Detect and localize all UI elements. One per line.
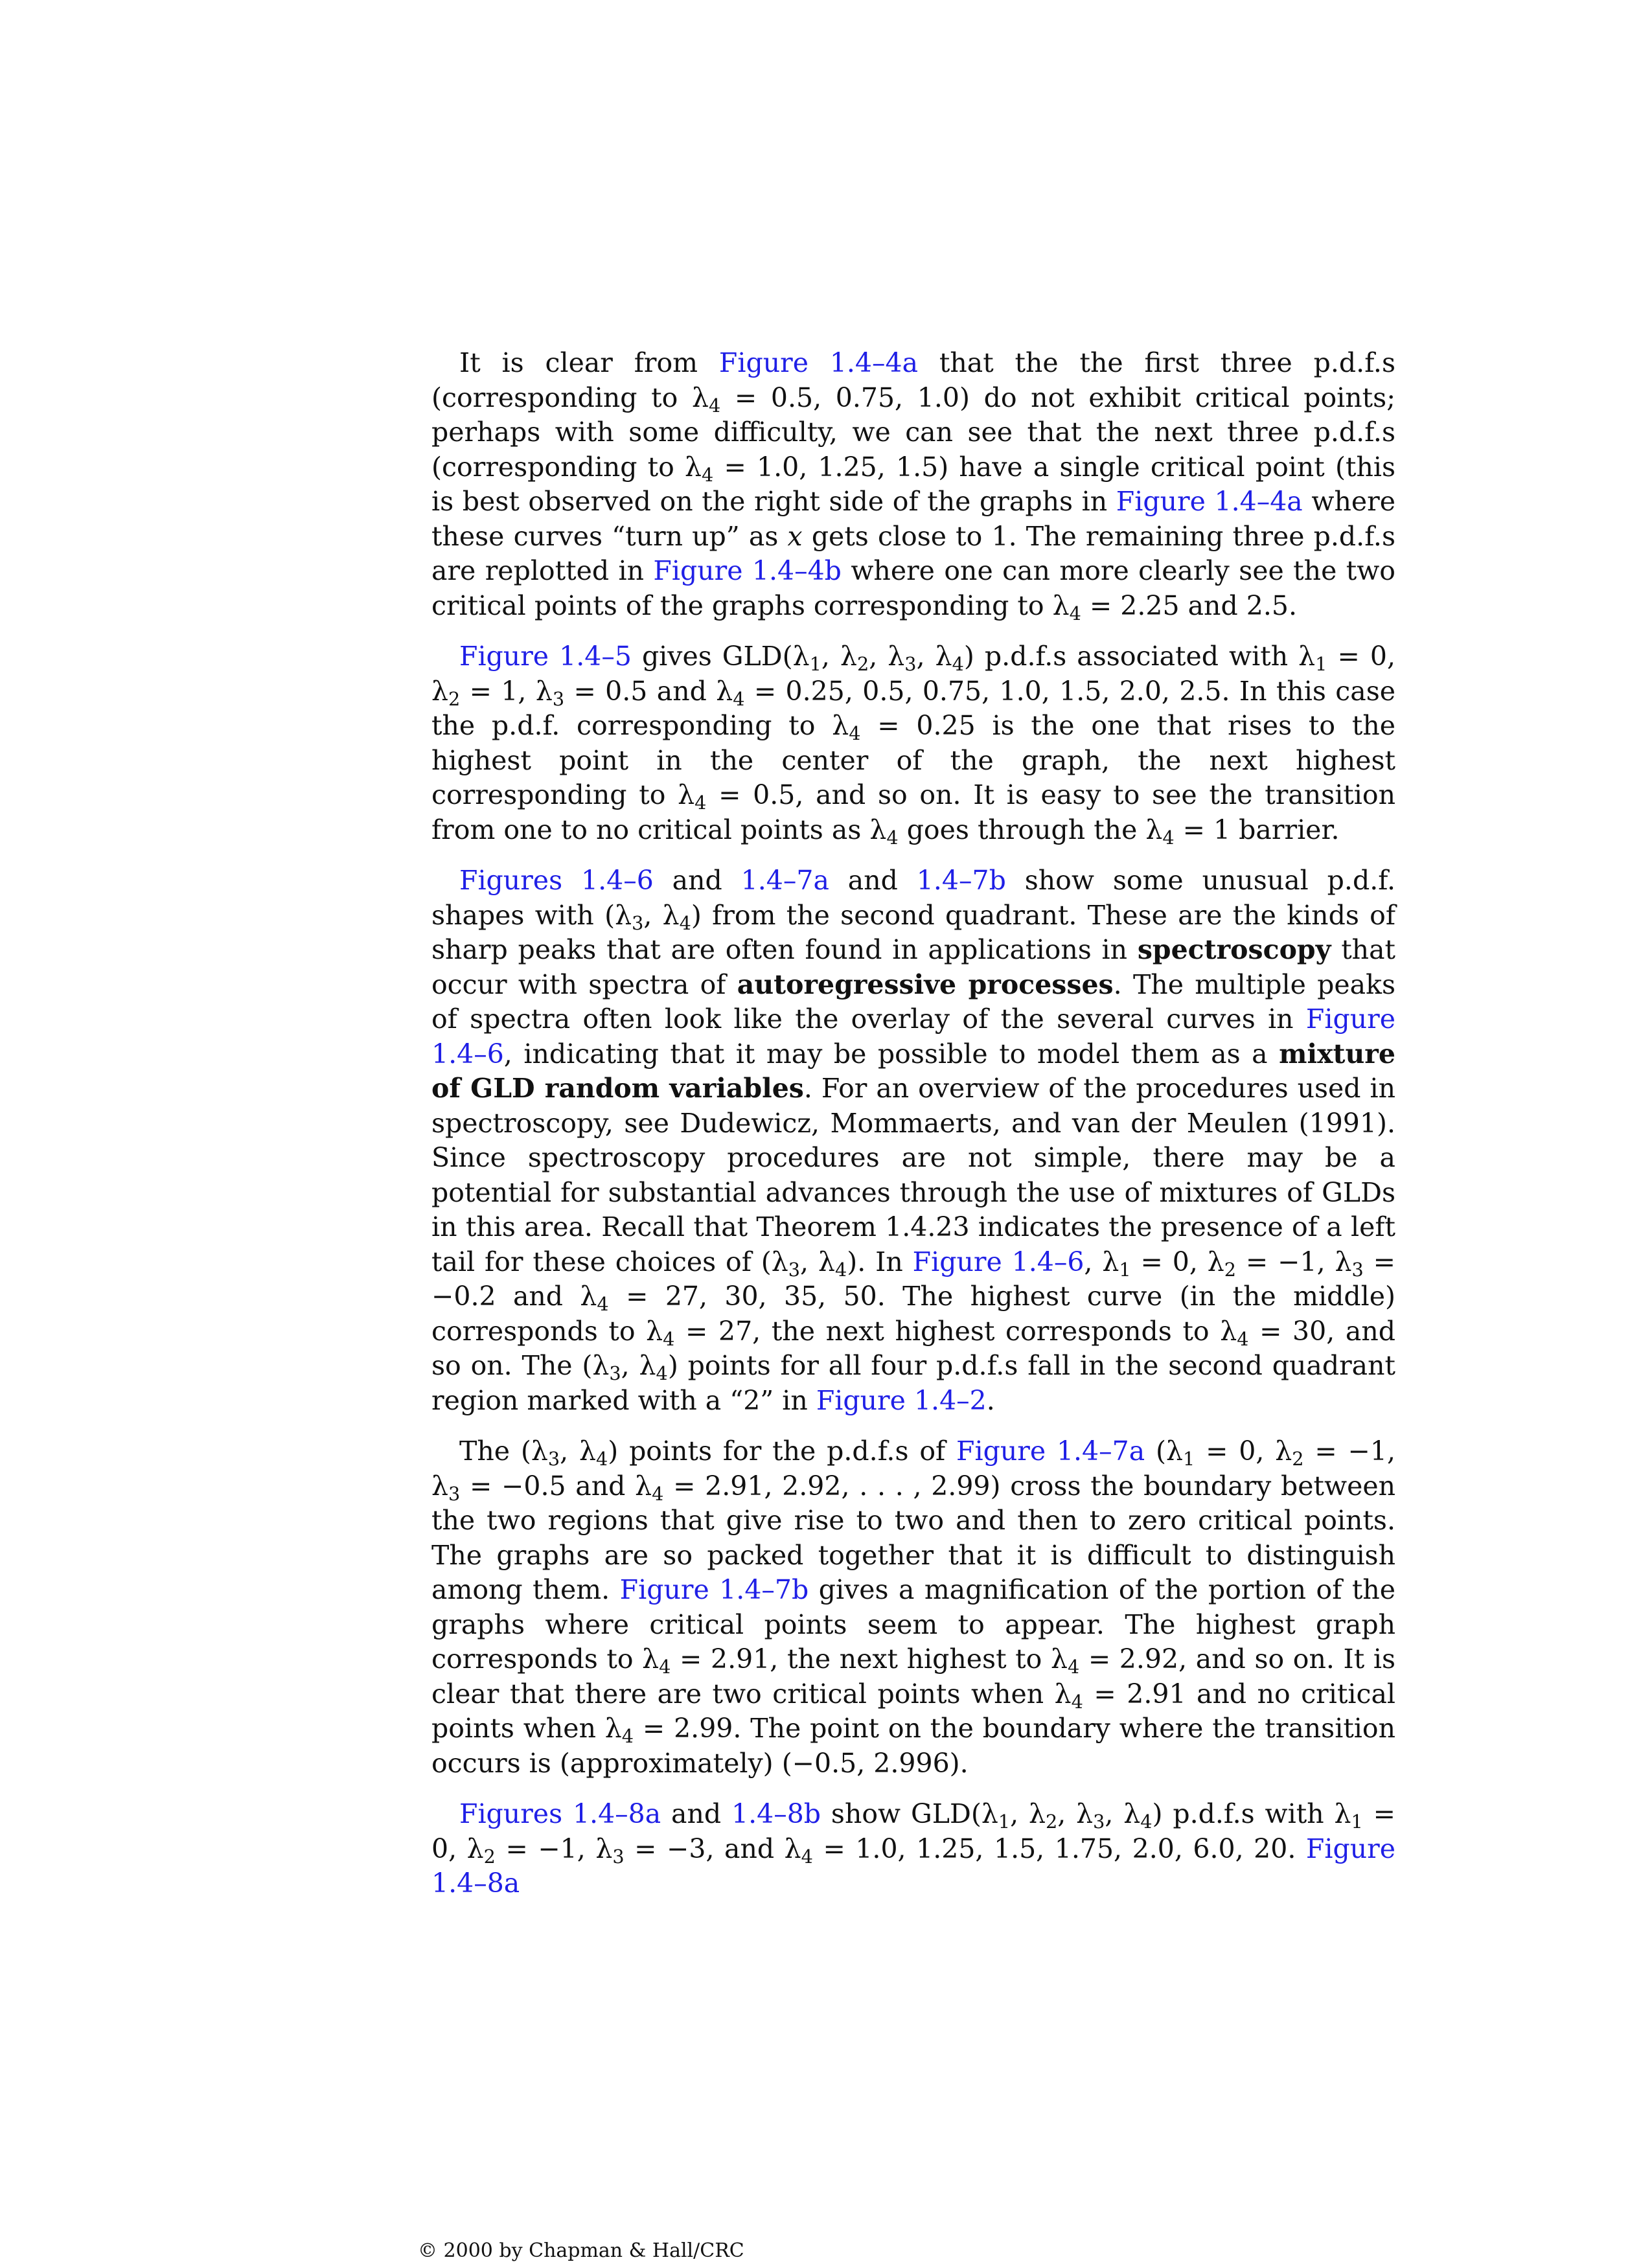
subscript: 4 (733, 687, 745, 710)
subscript: 4 (1067, 1656, 1080, 1678)
text-run: . (986, 1384, 995, 1416)
text-run: ) p.d.f.s with λ (1152, 1798, 1351, 1829)
text-run: = 0.5, and so on. It is easy to see the transition from one to no critical points as λ (431, 779, 1395, 845)
text-run: = 2.91, 2.92, . . . , 2.99) cross the boundary between the two regions that give rise to two and then to zero critical points. The graphs are so packed together that it is difficult to distinguish among them. (431, 1470, 1396, 1605)
subscript: 4 (694, 792, 707, 814)
text-run: = 1 barrier. (1174, 814, 1340, 845)
paragraph-4 (431, 1434, 1395, 1781)
text-run: ) points for all four p.d.f.s fall in the second quadrant region marked with a “2” in (431, 1350, 1395, 1416)
subscript: 1 (1183, 1448, 1195, 1470)
subscript: 4 (656, 1362, 668, 1385)
subscript: 2 (448, 687, 461, 710)
text-run: = 27, the next highest corresponds to λ (674, 1315, 1237, 1347)
text-run: = −0.5 and λ (460, 1470, 652, 1502)
subscript: 1 (809, 653, 821, 676)
figure-reference-link[interactable]: Figure 1.4–2 (816, 1384, 987, 1416)
text-run: ). In (847, 1246, 913, 1277)
figure-reference-link[interactable]: 1.4–7a (740, 865, 829, 896)
subscript: 4 (1069, 602, 1081, 624)
subscript: 3 (904, 653, 917, 676)
text-run: ) points for the p.d.f.s of (608, 1435, 957, 1467)
bold-term: mixture of GLD random variables (431, 1038, 1395, 1104)
text-run: , λ (1105, 1798, 1141, 1829)
text-run: and (829, 865, 917, 896)
math-variable: x (787, 520, 803, 552)
figure-reference-link[interactable]: Figures 1.4–6 (459, 865, 654, 896)
subscript: 2 (856, 653, 869, 676)
paragraph-1 (431, 346, 1395, 623)
subscript: 1 (1119, 1258, 1131, 1281)
subscript: 4 (1140, 1811, 1153, 1833)
subscript: 4 (1071, 1690, 1083, 1713)
text-run: = 0.25 is the one that rises to the highest point in the center of the graph, the next highest corresponding to λ (431, 710, 1395, 810)
text-run: = −0.2 and λ (431, 1246, 1396, 1312)
text-run: and (653, 865, 741, 896)
bold-term: spectroscopy (1137, 934, 1331, 965)
text-run: where one can more clearly see the two critical points of the graphs corresponding to λ (431, 555, 1395, 621)
subscript: 4 (663, 1327, 675, 1350)
text-run: = 0, λ (431, 1798, 1395, 1864)
text-run: show some unusual p.d.f. shapes with (λ (431, 865, 1395, 931)
text-run: that the the first three p.d.f.s (corresponding to λ (431, 347, 1395, 413)
text-run: and (661, 1798, 732, 1829)
subscript: 3 (1351, 1258, 1364, 1281)
subscript: 3 (788, 1258, 801, 1281)
figure-reference-link[interactable]: Figure 1.4–4a (718, 347, 919, 378)
text-run: gives GLD(λ (631, 641, 810, 672)
subscript: 3 (632, 911, 644, 934)
figure-reference-link[interactable]: Figure 1.4–8a (431, 1833, 1395, 1899)
text-run: , λ (1010, 1798, 1046, 1829)
text-run: = 2.91 and no critical points when λ (431, 1678, 1395, 1744)
subscript: 1 (1315, 653, 1327, 676)
text-run: , λ (800, 1246, 835, 1277)
text-run: = 2.91, the next highest to λ (671, 1643, 1068, 1675)
text-run: , λ (643, 899, 680, 931)
subscript: 3 (1093, 1811, 1105, 1833)
subscript: 4 (801, 1845, 813, 1868)
text-run: = 0, λ (1195, 1435, 1292, 1467)
text-run: = −1, λ (495, 1833, 613, 1864)
subscript: 1 (1351, 1811, 1363, 1833)
subscript: 3 (552, 687, 565, 710)
subscript: 4 (952, 653, 964, 676)
figure-reference-link[interactable]: Figures 1.4–8a (459, 1798, 661, 1829)
text-run: The (λ (459, 1435, 548, 1467)
text-run: that occur with spectra of (431, 934, 1395, 1000)
text-run: It is clear from (459, 347, 719, 378)
paragraph-5 (431, 1797, 1395, 1901)
text-run: , λ (1057, 1798, 1094, 1829)
text-run: = −1, λ (1236, 1246, 1352, 1277)
text-run: . The multiple peaks of spectra often look like the overlay of the several curves in (431, 968, 1396, 1035)
text-run: ) p.d.f.s associated with λ (963, 641, 1316, 672)
text-run: . For an overview of the procedures used in spectroscopy, see Dudewicz, Mommaerts, and van der Meulen (1991). Since spectroscopy procedures are not simple, there may be a potential for substantial advances through the use of mixtures of GLDs in this area. Recall that Theorem 1.4.23 indicates the presence of a left tail for these choices of (λ (431, 1073, 1396, 1277)
text-run: = 2.92, and so on. It is clear that there are two critical points when λ (431, 1643, 1395, 1709)
figure-reference-link[interactable]: Figure 1.4–4a (1116, 486, 1303, 517)
subscript: 1 (998, 1811, 1011, 1833)
text-run: = 0, λ (1130, 1246, 1224, 1277)
text-run: gives a magnification of the portion of the graphs where critical points seem to appear. The highest graph corresponds to λ (431, 1574, 1396, 1675)
subscript: 4 (834, 1258, 847, 1281)
page-body (431, 346, 1395, 1917)
text-run: = 0.5 and λ (564, 675, 733, 707)
text-run: gets close to 1. The remaining three p.d.f.s are replotted in (431, 520, 1396, 586)
subscript: 4 (597, 1293, 609, 1316)
subscript: 3 (612, 1845, 625, 1868)
text-run: = −3, and λ (624, 1833, 801, 1864)
subscript: 4 (679, 911, 691, 934)
text-run: , λ (869, 641, 905, 672)
text-run: ) from the second quadrant. These are the kinds of sharp peaks that are often found in applications in (431, 899, 1395, 965)
subscript: 4 (702, 463, 714, 486)
figure-reference-link[interactable]: Figure 1.4–7b (619, 1574, 809, 1605)
subscript: 4 (595, 1448, 608, 1470)
text-run: , λ (821, 641, 857, 672)
paragraph-2 (431, 639, 1395, 847)
subscript: 2 (483, 1845, 496, 1868)
text-run: = 0.25, 0.5, 0.75, 1.0, 1.5, 2.0, 2.5. In this case the p.d.f. corresponding to λ (431, 675, 1396, 741)
subscript: 3 (448, 1482, 461, 1505)
figure-reference-link[interactable]: Figure 1.4–7a (956, 1435, 1145, 1467)
text-run: = 27, 30, 35, 50. The highest curve (in the middle) corresponds to λ (431, 1281, 1396, 1347)
text-run: = 1.0, 1.25, 1.5, 1.75, 2.0, 6.0, 20. (812, 1833, 1306, 1864)
subscript: 4 (708, 394, 721, 417)
text-run: = 2.99. The point on the boundary where the transition occurs is (approximately) (−0.5, 2.996). (431, 1713, 1395, 1779)
figure-reference-link[interactable]: Figure 1.4–6 (912, 1246, 1084, 1277)
subscript: 4 (886, 826, 899, 849)
subscript: 2 (1292, 1448, 1304, 1470)
text-run: = 0.5, 0.75, 1.0) do not exhibit critical points; perhaps with some difficulty, we can see that the next three p.d.f.s (corresponding to λ (431, 382, 1396, 483)
subscript: 3 (547, 1448, 560, 1470)
text-run: , λ (1084, 1246, 1119, 1277)
text-run: = −1, λ (431, 1435, 1396, 1502)
subscript: 4 (659, 1656, 671, 1678)
copyright-footer: © 2000 by Chapman & Hall/CRC (418, 2239, 744, 2262)
figure-reference-link[interactable]: Figure 1.4–4b (653, 555, 842, 586)
text-run: show GLD(λ (821, 1798, 998, 1829)
figure-reference-link[interactable]: Figure 1.4–5 (459, 641, 632, 672)
bold-term: autoregressive processes (737, 968, 1114, 1000)
text-run: = 30, and so on. The (λ (431, 1315, 1395, 1381)
text-run: where these curves “turn up” as (431, 486, 1395, 552)
subscript: 4 (652, 1482, 664, 1505)
subscript: 4 (1237, 1327, 1249, 1350)
text-run: , λ (621, 1350, 656, 1381)
text-run: , indicating that it may be possible to model them as a (503, 1038, 1279, 1069)
subscript: 2 (1224, 1258, 1237, 1281)
text-run: (λ (1145, 1435, 1184, 1467)
text-run: = 0, λ (431, 641, 1395, 707)
subscript: 4 (849, 722, 861, 745)
subscript: 4 (621, 1725, 634, 1748)
text-run: = 1, λ (460, 675, 553, 707)
figure-reference-link[interactable]: 1.4–8b (731, 1798, 821, 1829)
text-run: = 1.0, 1.25, 1.5) have a single critical point (this is best observed on the right side of the graphs in (431, 451, 1396, 517)
subscript: 3 (609, 1362, 621, 1385)
text-run: , λ (916, 641, 952, 672)
subscript: 4 (1162, 826, 1175, 849)
text-run: , λ (560, 1435, 596, 1467)
subscript: 2 (1045, 1811, 1058, 1833)
figure-reference-link[interactable]: 1.4–7b (916, 865, 1006, 896)
text-run: = 2.25 and 2.5. (1081, 589, 1297, 621)
figure-reference-link[interactable]: Figure 1.4–6 (431, 1003, 1395, 1069)
paragraph-3 (431, 863, 1395, 1418)
text-run: goes through the λ (898, 814, 1163, 845)
